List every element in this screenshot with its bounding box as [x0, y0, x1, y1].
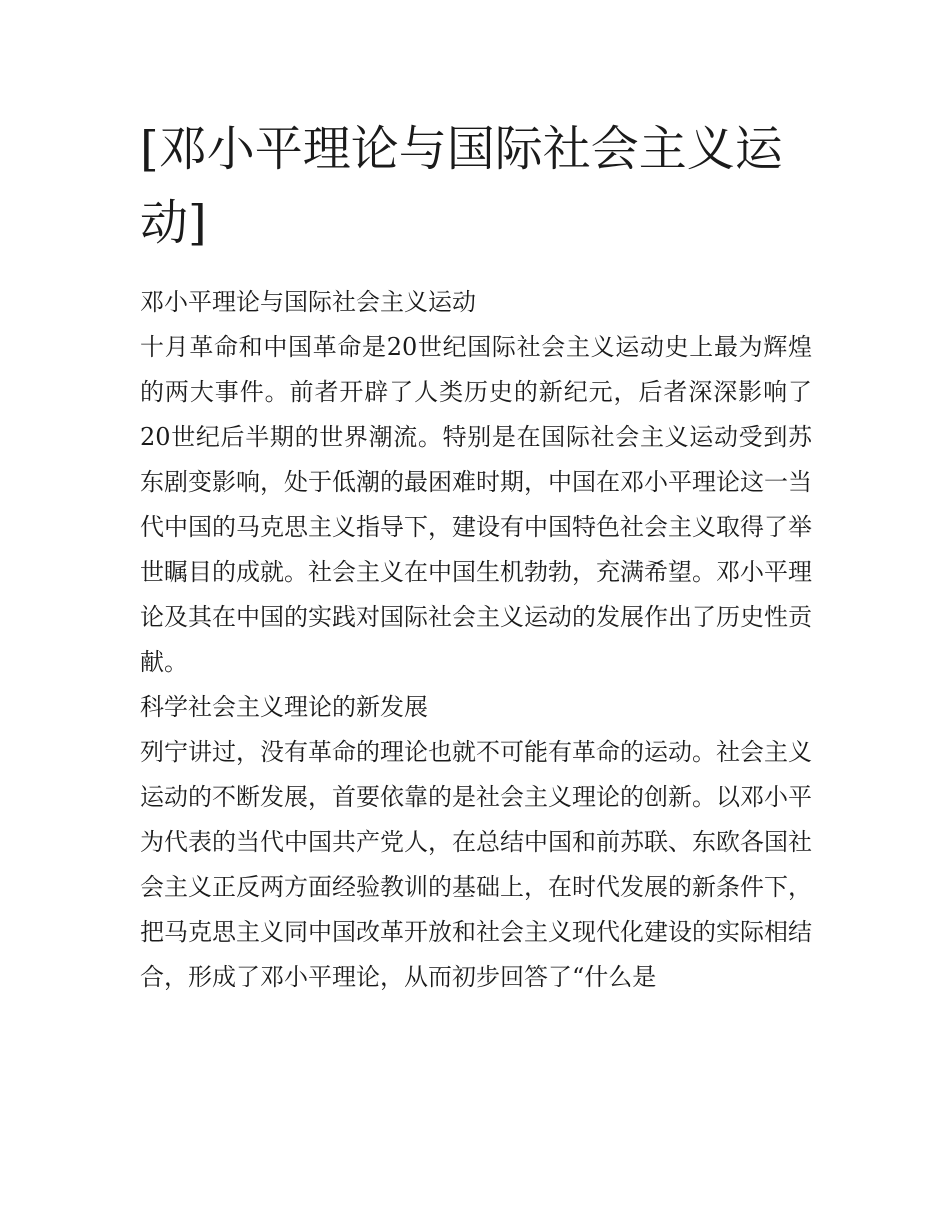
document-title: [邓小平理论与国际社会主义运动] [140, 121, 783, 251]
document-body [140, 280, 812, 1000]
section-heading: 科学社会主义理论的新发展 [140, 693, 428, 721]
body-paragraph: 列宁讲过，没有革命的理论也就不可能有革命的运动。社会主义运动的不断发展，首要依靠的是社会主义理论的创新。以邓小平为代表的当代中国共产党人，在总结中国和前苏联、东欧各国社会主义正反两方面经验教训的基础上，在时代发展的新条件下，把马克思主义同中国改革开放和社会主义现代化建设的实际相结合，形成了邓小平理论，从而初步回答了“什么是 [140, 738, 812, 991]
body-paragraph: 十月革命和中国革命是20世纪国际社会主义运动史上最为辉煌的两大事件。前者开辟了人类历史的新纪元，后者深深影响了20世纪后半期的世界潮流。特别是在国际社会主义运动受到苏东剧变影响，处于低潮的最困难时期，中国在邓小平理论这一当代中国的马克思主义指导下，建设有中国特色社会主义取得了举世瞩目的成就。社会主义在中国生机勃勃，充满希望。邓小平理论及其在中国的实践对国际社会主义运动的发展作出了历史性贡献。 [140, 333, 812, 676]
subtitle-paragraph: 邓小平理论与国际社会主义运动 [140, 288, 476, 316]
